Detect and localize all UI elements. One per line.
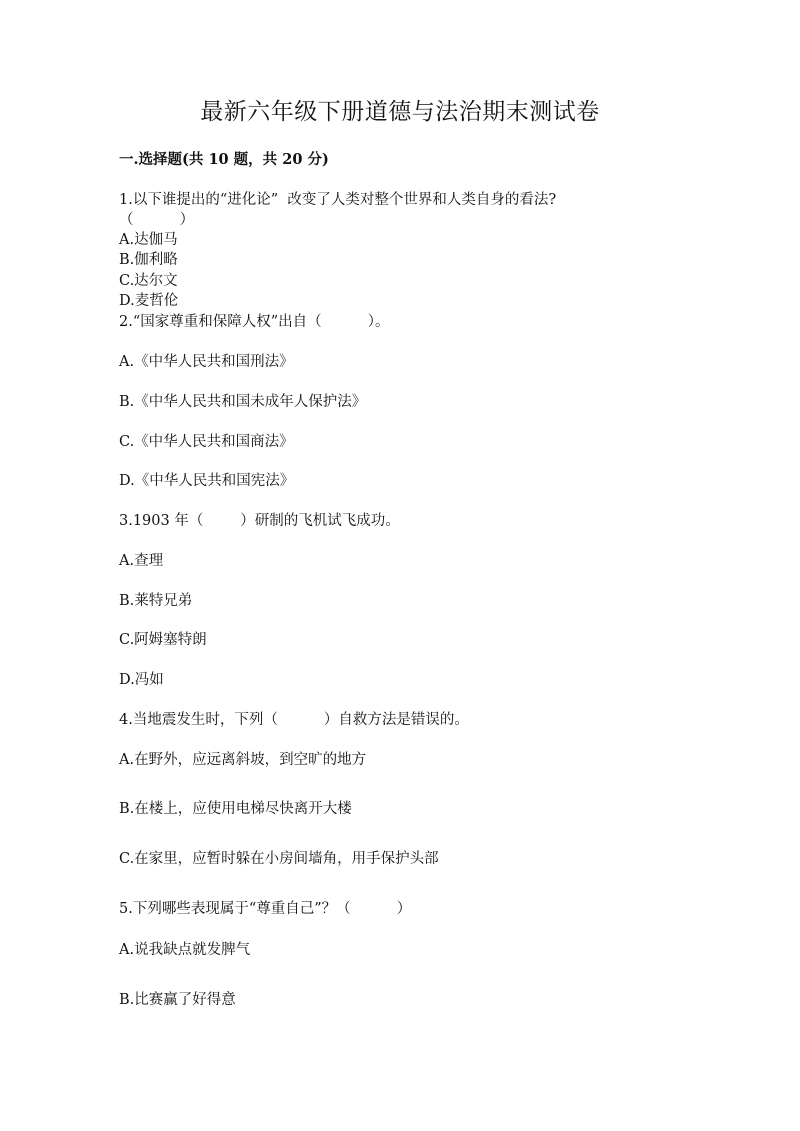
question-3-option-d: D.冯如	[119, 672, 164, 688]
question-4-option-c: C.在家里，应暂时躲在小房间墙角，用手保护头部	[119, 851, 439, 867]
question-4-option-b: B.在楼上，应使用电梯尽快离开大楼	[119, 801, 352, 817]
question-1-stem: 1.以下谁提出的“进化论” 改变了人类对整个世界和人类自身的看法?	[119, 192, 557, 208]
question-5-option-a: A.说我缺点就发脾气	[119, 942, 251, 958]
question-2-option-c: C.《中华人民共和国商法》	[119, 434, 294, 450]
question-2-option-a: A.《中华人民共和国刑法》	[119, 354, 294, 370]
question-2-option-b: B.《中华人民共和国未成年人保护法》	[119, 394, 367, 410]
question-4-option-a: A.在野外，应远离斜坡，到空旷的地方	[119, 752, 367, 768]
question-1-option-c: C.达尔文	[119, 273, 178, 289]
question-5-stem: 5.下列哪些表现属于“尊重自己”？（ ）	[119, 901, 412, 917]
question-2-stem: 2.“国家尊重和保障人权”出自（ ）。	[119, 314, 390, 330]
question-3-option-b: B.莱特兄弟	[119, 593, 193, 609]
question-5-option-b: B.比赛赢了好得意	[119, 992, 236, 1008]
question-1-answer-blank: （ ）	[119, 212, 195, 228]
question-3-option-c: C.阿姆塞特朗	[119, 632, 207, 648]
question-1-option-a: A.达伽马	[119, 232, 178, 248]
question-1-option-b: B.伽利略	[119, 252, 178, 268]
section-heading: 一.选择题(共 10 题，共 20 分)	[119, 151, 329, 168]
question-3-stem: 3.1903 年（ ）研制的飞机试飞成功。	[119, 513, 400, 529]
question-4-stem: 4.当地震发生时，下列（ ）自救方法是错误的。	[119, 712, 469, 728]
question-2-option-d: D.《中华人民共和国宪法》	[119, 473, 295, 489]
question-3-option-a: A.查理	[119, 553, 164, 569]
exam-title: 最新六年级下册道德与法治期末测试卷	[200, 99, 600, 125]
question-1-option-d: D.麦哲伦	[119, 293, 179, 309]
